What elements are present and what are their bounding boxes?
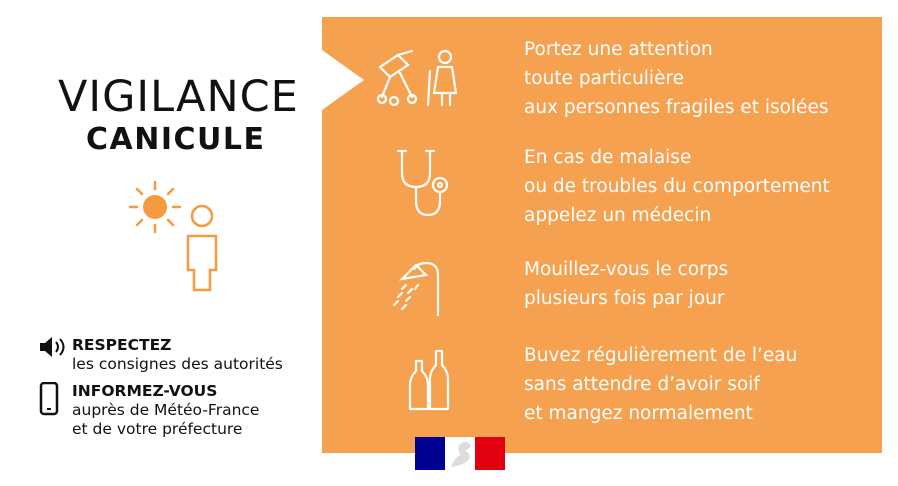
marianne-icon	[445, 437, 475, 470]
respect-text: les consignes des autorités	[72, 355, 283, 373]
marianne-flag-logo	[415, 437, 505, 470]
smartphone-icon	[38, 382, 60, 416]
advice-3-line-1: Mouillez-vous le corps	[524, 259, 729, 280]
inform-heading: INFORMEZ-VOUS	[72, 382, 218, 400]
advice-panel	[322, 17, 882, 453]
inform-text-1: auprès de Météo-France	[72, 401, 260, 419]
bottles-icon	[372, 347, 472, 413]
left-column	[0, 0, 322, 486]
title-vigilance: VIGILANCE	[58, 72, 299, 122]
speaker-icon	[38, 336, 68, 358]
title-canicule: CANICULE	[86, 122, 266, 157]
stroller-elderly-icon	[372, 47, 472, 109]
advice-2-line-1: En cas de malaise	[524, 147, 692, 168]
stethoscope-icon	[372, 147, 472, 219]
advice-4-line-2: sans attendre d’avoir soif	[524, 374, 760, 395]
advice-2-line-3: appelez un médecin	[524, 205, 712, 226]
shower-icon	[372, 255, 472, 317]
flag-red-band	[475, 437, 505, 470]
inform-text-2: et de votre préfecture	[72, 420, 243, 438]
advice-4-line-1: Buvez régulièrement de l’eau	[524, 345, 798, 366]
advice-4-line-3: et mangez normalement	[524, 403, 753, 424]
advice-3-line-2: plusieurs fois par jour	[524, 288, 725, 309]
advice-1-line-1: Portez une attention	[524, 39, 713, 60]
respect-heading: RESPECTEZ	[72, 336, 172, 354]
advice-2-line-2: ou de troubles du comportement	[524, 176, 830, 197]
advice-1-line-2: toute particulière	[524, 68, 685, 89]
advice-1-line-3: aux personnes fragiles et isolées	[524, 97, 829, 118]
sun-person-icon	[120, 172, 240, 297]
panel-notch	[322, 50, 364, 110]
flag-blue-band	[415, 437, 445, 470]
